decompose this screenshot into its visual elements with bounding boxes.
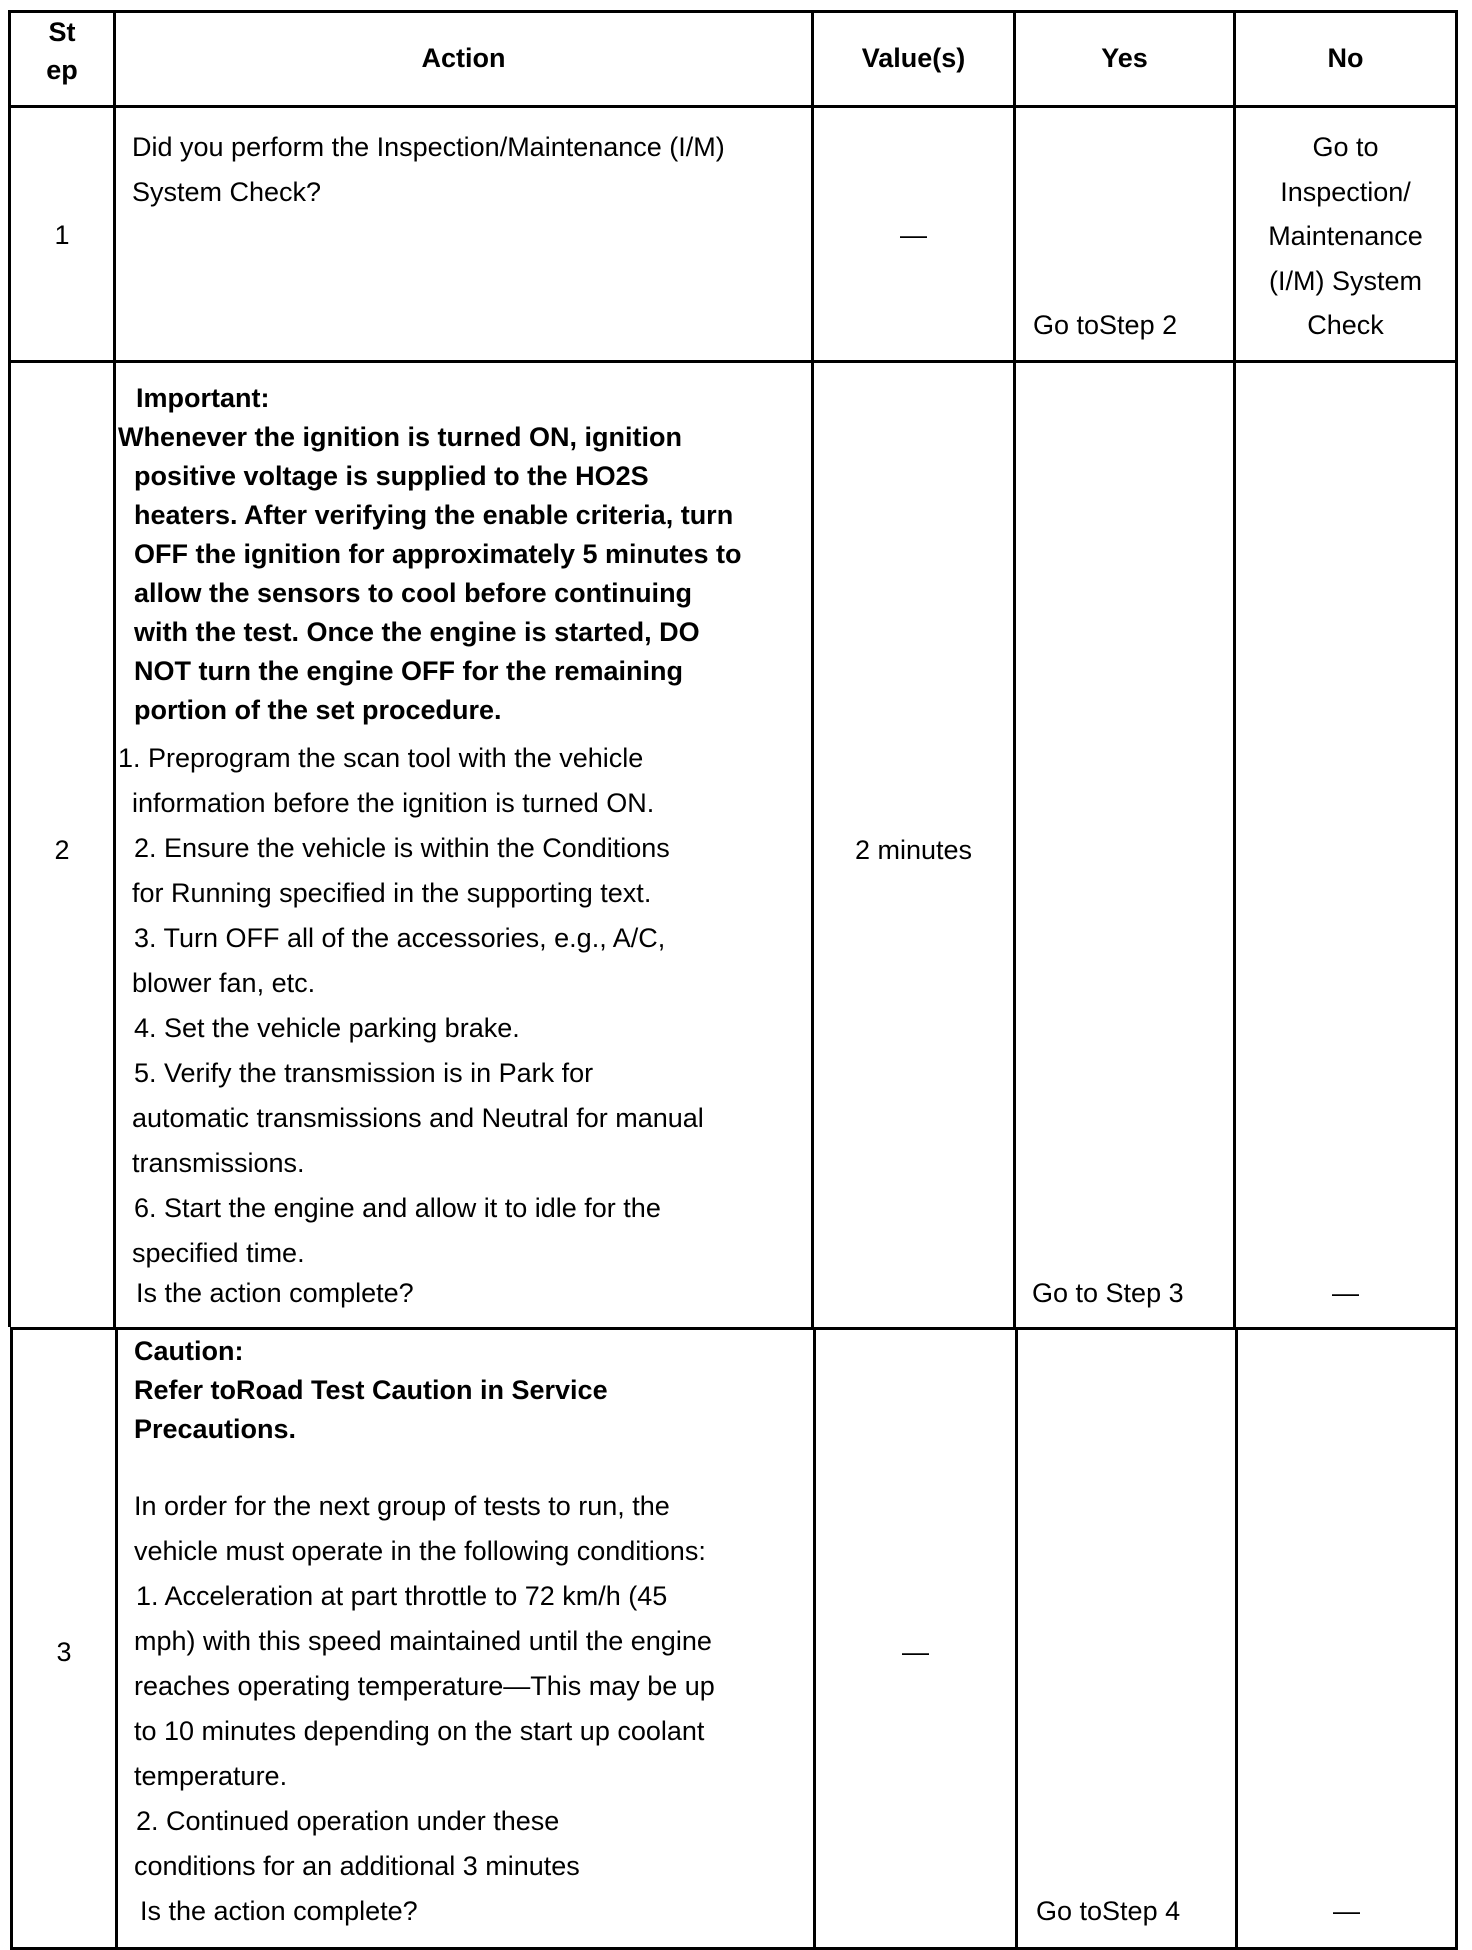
no-line[interactable]: Maintenance — [1268, 221, 1423, 251]
action-cell — [113, 360, 811, 1327]
no-line[interactable]: Check — [1307, 310, 1384, 340]
action-line: vehicle must operate in the following conditions: — [134, 1536, 706, 1566]
action-line: conditions for an additional 3 minutes — [134, 1851, 580, 1881]
value-cell — [811, 360, 1013, 1327]
value-text: — — [900, 220, 927, 250]
procedure-line: automatic transmissions and Neutral for manual — [132, 1103, 704, 1133]
question-text: Is the action complete? — [140, 1896, 418, 1926]
action-line: reaches operating temperature—This may be up — [134, 1671, 715, 1701]
procedure-line: information before the ignition is turned ON. — [132, 788, 655, 818]
no-cell — [1233, 360, 1458, 1327]
no-cell — [1235, 1327, 1458, 1950]
step-number: 2 — [54, 835, 70, 865]
action-line: 1. Acceleration at part throttle to 72 km/h (45 — [136, 1581, 668, 1611]
action-line: In order for the next group of tests to run, the — [134, 1491, 670, 1521]
yes-cell — [1013, 360, 1233, 1327]
action-cell — [113, 105, 811, 360]
yes-link[interactable]: Go toStep 2 — [1033, 310, 1178, 340]
header-yes-cell — [1013, 10, 1233, 105]
header-action: Action — [421, 43, 506, 73]
no-text: — — [1332, 1278, 1359, 1308]
important-line: OFF the ignition for approximately 5 minutes to — [134, 539, 742, 569]
caution-label: Caution: — [134, 1336, 244, 1366]
value-cell — [811, 105, 1013, 360]
important-line: allow the sensors to cool before continuing — [134, 578, 693, 608]
no-text: — — [1333, 1896, 1360, 1926]
no-line[interactable]: Go to — [1312, 132, 1379, 162]
step-number: 1 — [54, 220, 70, 250]
important-line: NOT turn the engine OFF for the remaining — [134, 656, 684, 686]
yes-link[interactable]: Go to Step 3 — [1032, 1278, 1184, 1308]
no-line[interactable]: (I/M) System — [1269, 266, 1422, 296]
value-cell — [813, 1327, 1015, 1950]
important-label: Important: — [136, 383, 270, 413]
caution-line: Refer toRoad Test Caution in Service — [134, 1375, 608, 1405]
action-line: System Check? — [132, 177, 322, 207]
procedure-line: 6. Start the engine and allow it to idle for the — [134, 1193, 661, 1223]
action-line: mph) with this speed maintained until the engine — [134, 1626, 712, 1656]
procedure-line: 3. Turn OFF all of the accessories, e.g., A/C, — [134, 923, 666, 953]
header-values: Value(s) — [861, 43, 966, 73]
header-no: No — [1327, 43, 1364, 73]
action-line: to 10 minutes depending on the start up coolant — [134, 1716, 705, 1746]
procedure-line: blower fan, etc. — [132, 968, 316, 998]
header-values-cell — [811, 10, 1013, 105]
table-row-3 — [0, 1327, 1472, 1950]
yes-cell — [1015, 1327, 1235, 1950]
important-line: portion of the set procedure. — [134, 695, 502, 725]
header-yes: Yes — [1101, 43, 1148, 73]
yes-cell — [1013, 105, 1233, 360]
table-row-2 — [0, 360, 1472, 1327]
important-line: heaters. After verifying the enable criteria, turn — [134, 500, 734, 530]
procedure-line: 2. Ensure the vehicle is within the Conditions — [134, 833, 670, 863]
procedure-line: specified time. — [132, 1238, 305, 1268]
no-cell — [1233, 105, 1458, 360]
header-step-cell — [8, 10, 113, 105]
important-line: positive voltage is supplied to the HO2S — [134, 461, 649, 491]
procedure-line: 5. Verify the transmission is in Park for — [134, 1058, 594, 1088]
step-number: 3 — [56, 1637, 72, 1667]
procedure-line: transmissions. — [132, 1148, 305, 1178]
header-action-cell — [113, 10, 811, 105]
header-no-cell — [1233, 10, 1458, 105]
step-cell — [10, 1327, 115, 1950]
header-step-line2: ep — [46, 55, 78, 85]
header-step-line1: St — [48, 17, 76, 47]
table-header-row — [0, 10, 1472, 105]
action-line: 2. Continued operation under these — [136, 1806, 560, 1836]
procedure-line: 4. Set the vehicle parking brake. — [134, 1013, 520, 1043]
caution-line: Precautions. — [134, 1414, 297, 1444]
action-line: Did you perform the Inspection/Maintenance (I/M) — [132, 132, 725, 162]
procedure-line: for Running specified in the supporting text. — [132, 878, 652, 908]
step-cell — [8, 105, 113, 360]
question-text: Is the action complete? — [136, 1278, 414, 1308]
action-line: temperature. — [134, 1761, 288, 1791]
yes-link[interactable]: Go toStep 4 — [1036, 1896, 1181, 1926]
no-line[interactable]: Inspection/ — [1280, 177, 1411, 207]
value-text: — — [902, 1637, 929, 1667]
important-line: with the test. Once the engine is started, DO — [134, 617, 700, 647]
step-cell — [8, 360, 113, 1327]
table-row-1 — [0, 105, 1472, 360]
value-text: 2 minutes — [854, 835, 973, 865]
action-cell — [115, 1327, 813, 1950]
procedure-line: 1. Preprogram the scan tool with the vehicle — [118, 743, 644, 773]
important-line: Whenever the ignition is turned ON, ignition — [118, 422, 682, 452]
